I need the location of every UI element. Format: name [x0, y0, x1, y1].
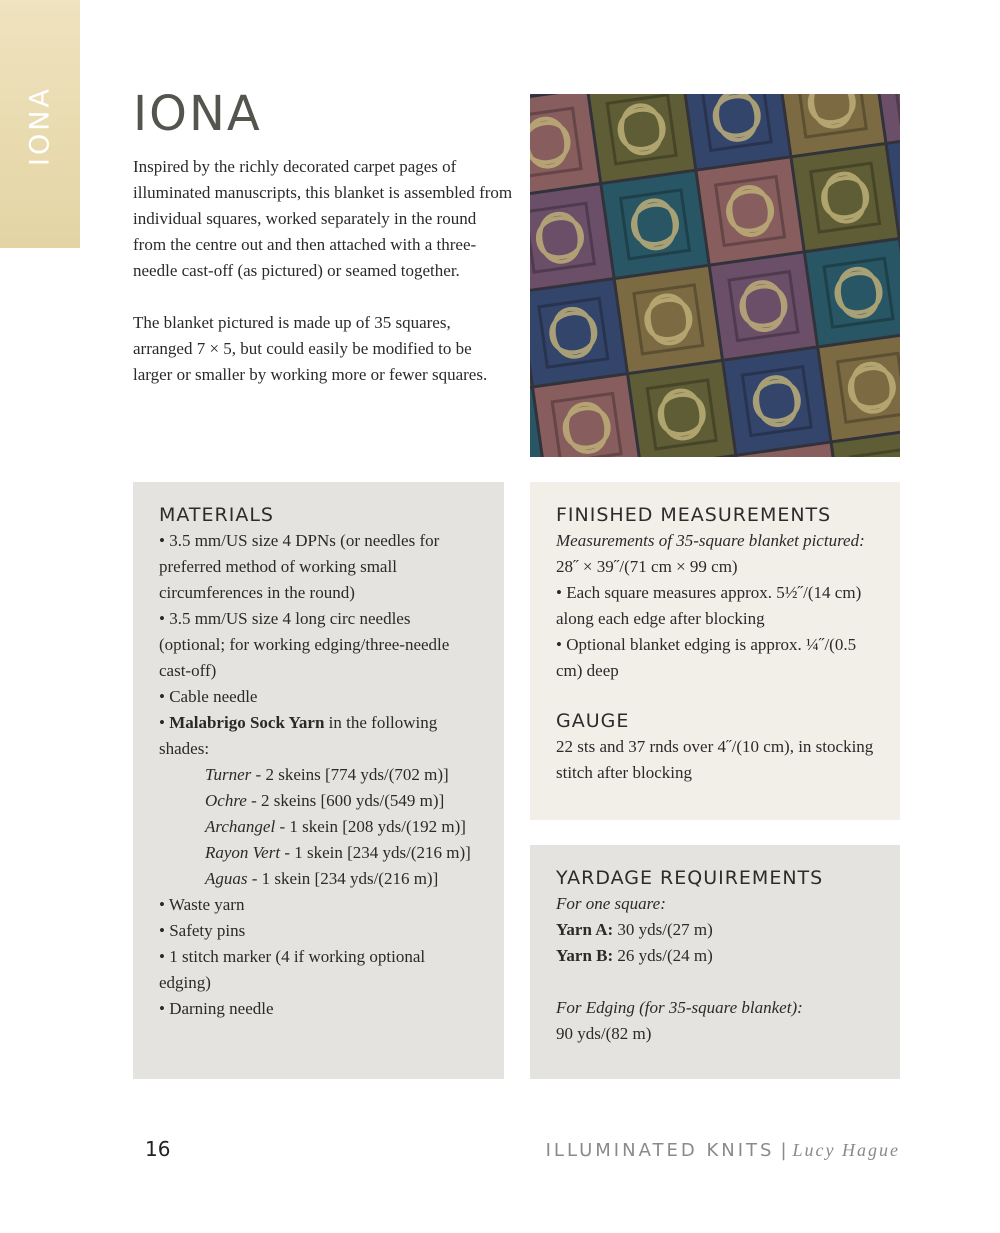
- measurements-item-edging: • Optional blanket edging is approx. ¼˝/(0.5 cm) deep: [556, 635, 857, 680]
- shade-line: Ochre - 2 skeins [600 yds/(549 m)]: [205, 791, 445, 810]
- yarn-brand: Malabrigo Sock Yarn: [169, 713, 325, 732]
- materials-item-dpns: • 3.5 mm/US size 4 DPNs (or needles for preferred method of working small circumferences in the round): [159, 531, 440, 602]
- yardage-heading: YARDAGE REQUIREMENTS: [556, 867, 824, 889]
- yardage-box: [530, 845, 900, 1079]
- running-footer: [546, 1140, 900, 1161]
- gauge-text: 22 sts and 37 rnds over 4˝/(10 cm), in stocking stitch after blocking: [556, 737, 874, 782]
- yardage-yarn-a: Yarn A: 30 yds/(27 m): [556, 920, 713, 939]
- measurements-box: [530, 482, 900, 820]
- chapter-side-tab: [0, 0, 80, 248]
- measurements-item-square: • Each square measures approx. 5½˝/(14 cm) along each edge after blocking: [556, 583, 862, 628]
- author-name: Lucy Hague: [792, 1140, 900, 1160]
- gauge-heading: GAUGE: [556, 710, 630, 732]
- shade-line: Aguas - 1 skein [234 yds/(216 m)]: [205, 869, 439, 888]
- materials-item-circ: • 3.5 mm/US size 4 long circ needles (optional; for working edging/three-needle cast-off): [159, 609, 450, 680]
- materials-item-cable: • Cable needle: [159, 687, 258, 706]
- materials-item-needle: • Darning needle: [159, 999, 274, 1018]
- materials-item-pins: • Safety pins: [159, 921, 246, 940]
- materials-item-marker: • 1 stitch marker (4 if working optional edging): [159, 947, 426, 992]
- shade-line: Archangel - 1 skein [208 yds/(192 m)]: [205, 817, 466, 836]
- page-number: 16: [145, 1137, 171, 1161]
- book-title: ILLUMINATED KNITS: [545, 1140, 775, 1161]
- measurements-size: 28˝ × 39˝/(71 cm × 99 cm): [556, 557, 738, 576]
- materials-item-waste: • Waste yarn: [159, 895, 245, 914]
- intro-paragraph-2: The blanket pictured is made up of 35 squares, arranged 7 × 5, but could easily be modified to be larger or smaller by working more or fewer squares.: [133, 313, 488, 384]
- intro-text: [133, 154, 513, 414]
- materials-heading: MATERIALS: [159, 504, 274, 526]
- intro-paragraph-1: Inspired by the richly decorated carpet pages of illuminated manuscripts, this blanket is assembled from individual squares, worked separately in the round from the centre out and then attached with a three-needle cast-off (as pictured) or seamed together.: [133, 157, 513, 280]
- yardage-yarn-b: Yarn B: 26 yds/(24 m): [556, 946, 713, 965]
- side-tab-label: IONA: [24, 86, 56, 166]
- materials-box: [133, 482, 504, 1079]
- yardage-edging-label: For Edging (for 35-square blanket):: [556, 998, 803, 1017]
- pattern-title: IONA: [133, 86, 262, 142]
- measurements-heading: FINISHED MEASUREMENTS: [556, 504, 832, 526]
- shade-line: Rayon Vert - 1 skein [234 yds/(216 m)]: [205, 843, 471, 862]
- knitted-blanket-photo: [530, 94, 900, 457]
- yardage-one-square: For one square:: [556, 894, 666, 913]
- measurements-intro: Measurements of 35-square blanket pictured:: [556, 531, 865, 550]
- yardage-edging-value: 90 yds/(82 m): [556, 1024, 652, 1043]
- footer-separator: |: [780, 1140, 787, 1161]
- materials-item-yarn: • Malabrigo Sock Yarn in the following shades:: [159, 713, 438, 758]
- shade-line: Turner - 2 skeins [774 yds/(702 m)]: [205, 765, 449, 784]
